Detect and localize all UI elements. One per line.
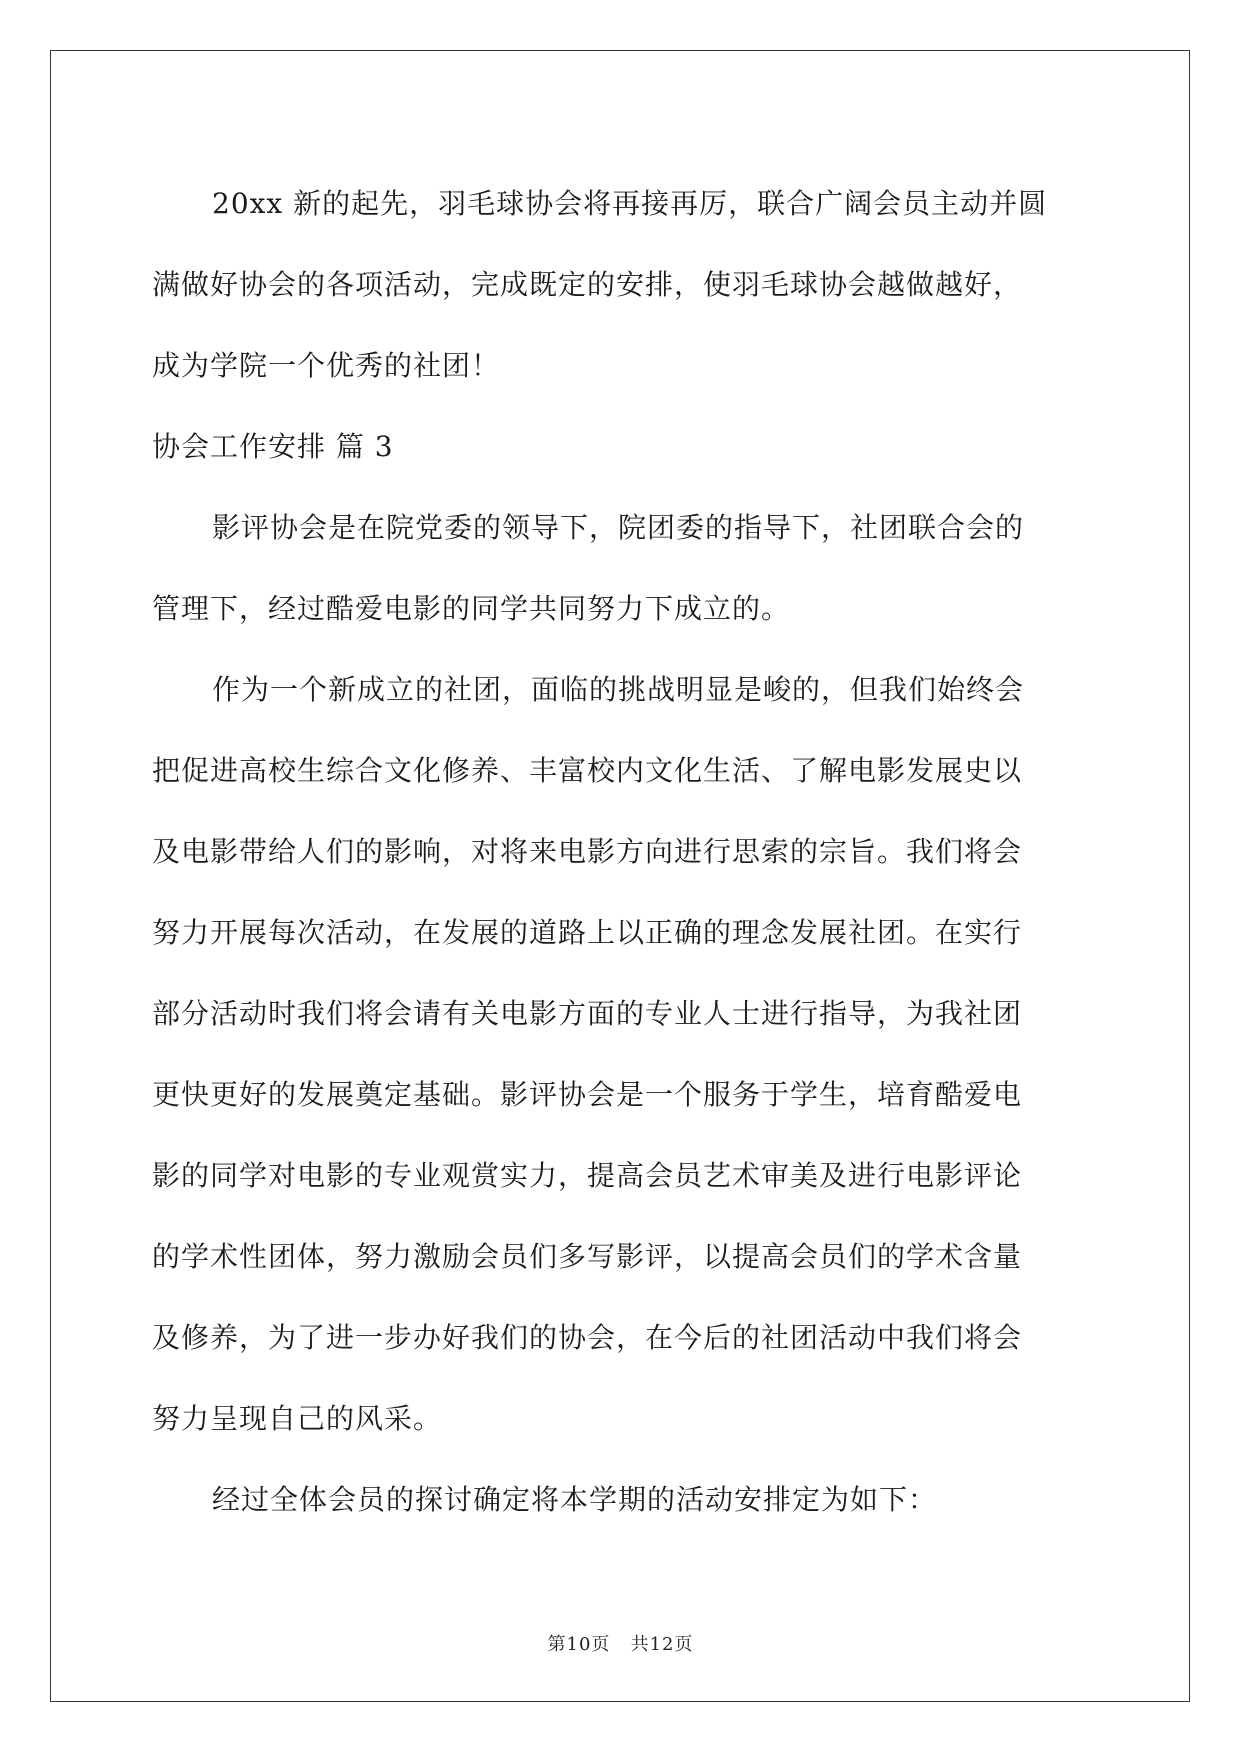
text-line: 20xx 新的起先，羽毛球协会将再接再厉，联合广阔会员主动并圆: [212, 187, 1048, 220]
page-footer: [0, 1630, 1241, 1656]
text-line: 及修养，为了进一步办好我们的协会，在今后的社团活动中我们将会: [152, 1321, 1023, 1354]
text-line: 成为学院一个优秀的社团！: [152, 349, 501, 382]
document-body: [152, 163, 1090, 1540]
text-line: 作为一个新成立的社团，面临的挑战明显是峻的，但我们始终会: [212, 673, 1025, 706]
text-line: 更快更好的发展奠定基础。影评协会是一个服务于学生，培育酷爱电: [152, 1078, 1023, 1111]
text-line: 影评协会是在院党委的领导下，院团委的指导下，社团联合会的: [212, 511, 1025, 544]
text-line: 经过全体会员的探讨确定将本学期的活动安排定为如下：: [212, 1483, 938, 1516]
text-line: 努力开展每次活动，在发展的道路上以正确的理念发展社团。在实行: [152, 916, 1023, 949]
text-line: 部分活动时我们将会请有关电影方面的专业人士进行指导，为我社团: [152, 997, 1023, 1030]
text-line: 管理下，经过酷爱电影的同学共同努力下成立的。: [152, 592, 791, 625]
text-line: 努力呈现自己的风采。: [152, 1402, 443, 1435]
section-heading: 协会工作安排 篇 3: [152, 430, 394, 463]
text-line: 及电影带给人们的影响，对将来电影方向进行思索的宗旨。我们将会: [152, 835, 1023, 868]
text-line: 把促进高校生综合文化修养、丰富校内文化生活、了解电影发展史以: [152, 754, 1023, 787]
text-line: 影的同学对电影的专业观赏实力，提高会员艺术审美及进行电影评论: [152, 1159, 1023, 1192]
page-number: 第10页 共12页: [547, 1634, 694, 1655]
text-line: 的学术性团体，努力激励会员们多写影评，以提高会员们的学术含量: [152, 1240, 1023, 1273]
text-line: 满做好协会的各项活动，完成既定的安排，使羽毛球协会越做越好，: [152, 268, 1023, 301]
